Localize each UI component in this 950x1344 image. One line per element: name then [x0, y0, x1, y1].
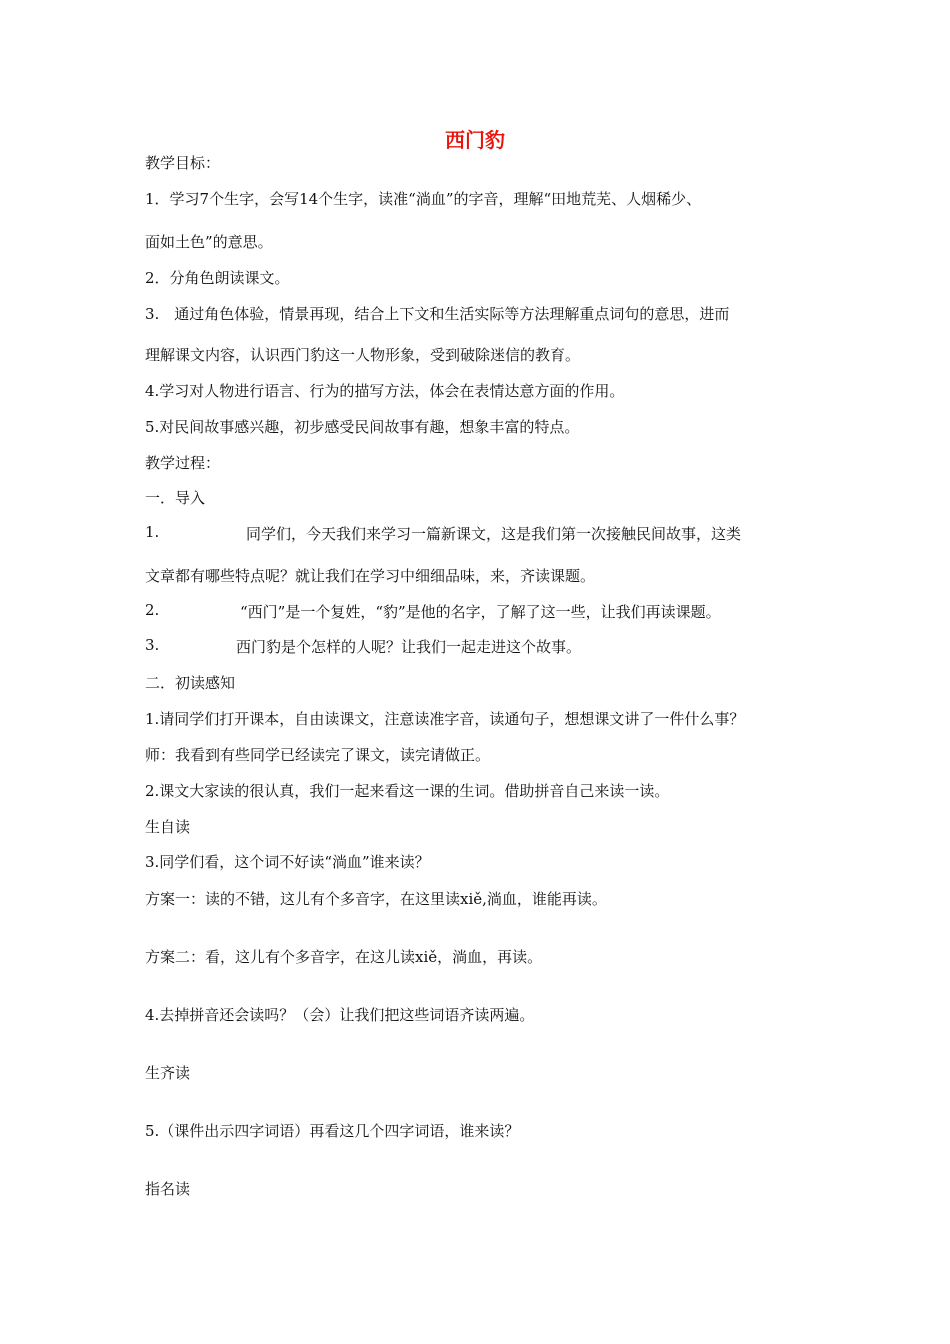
- paragraph-line: 2．分角色朗读课文。: [145, 269, 290, 287]
- paragraph-line: 面如土色”的意思。: [145, 233, 273, 251]
- paragraph-line: 1.请同学们打开课本，自由读课文，注意读准字音，读通句子，想想课文讲了一件什么事？: [145, 710, 745, 728]
- paragraph-line: 生齐读: [145, 1064, 191, 1082]
- paragraph-line: 4.去掉拼音还会读吗？（会）让我们把这些词语齐读两遍。: [145, 1006, 535, 1024]
- paragraph-line: 西门豹是个怎样的人呢？让我们一起走进这个故事。: [236, 638, 582, 656]
- paragraph-line: 3.同学们看，这个词不好读“淌血”谁来读？: [145, 853, 430, 871]
- paragraph-line: 文章都有哪些特点呢？就让我们在学习中细细品味，来，齐读课题。: [145, 567, 596, 585]
- section-heading: 教学目标：: [145, 154, 221, 172]
- paragraph-line: 1．学习7个生字，会写14个生字，读准“淌血”的字音，理解“田地荒芜、人烟稀少、: [145, 190, 702, 208]
- paragraph-line: 同学们，今天我们来学习一篇新课文，这是我们第一次接触民间故事，这类: [246, 525, 742, 543]
- paragraph-line: 师：我看到有些同学已经读完了课文，读完请做正。: [145, 746, 491, 764]
- paragraph-line: 5.（课件出示四字词语）再看这几个四字词语，谁来读？: [145, 1122, 520, 1140]
- doc-title: 西门豹: [445, 128, 505, 152]
- paragraph-line: 3. 通过角色体验，情景再现，结合上下文和生活实际等方法理解重点词句的意思，进而: [145, 305, 730, 323]
- paragraph-line: 指名读: [145, 1180, 191, 1198]
- paragraph-line: 5.对民间故事感兴趣，初步感受民间故事有趣，想象丰富的特点。: [145, 418, 580, 436]
- paragraph-line: 2.课文大家读的很认真，我们一起来看这一课的生词。借助拼音自己来读一读。: [145, 782, 670, 800]
- section-heading: 二．初读感知: [145, 674, 236, 692]
- list-number: 1.: [145, 523, 160, 541]
- paragraph-line: 方案二：看，这儿有个多音字，在这儿读xiě，淌血，再读。: [145, 948, 543, 966]
- section-heading: 教学过程：: [145, 454, 221, 472]
- section-heading: 一．导入: [145, 489, 206, 507]
- paragraph-line: 理解课文内容，认识西门豹这一人物形象，受到破除迷信的教育。: [145, 346, 581, 364]
- paragraph-line: 方案一：读的不错，这儿有个多音字，在这里读xiě,淌血，谁能再读。: [145, 890, 607, 908]
- paragraph-line: 4.学习对人物进行语言、行为的描写方法，体会在表情达意方面的作用。: [145, 382, 625, 400]
- list-number: 2.: [145, 601, 160, 619]
- paragraph-line: 生自读: [145, 818, 191, 836]
- list-number: 3.: [145, 636, 160, 654]
- paragraph-line: “西门”是一个复姓，“豹”是他的名字，了解了这一些，让我们再读课题。: [240, 603, 721, 621]
